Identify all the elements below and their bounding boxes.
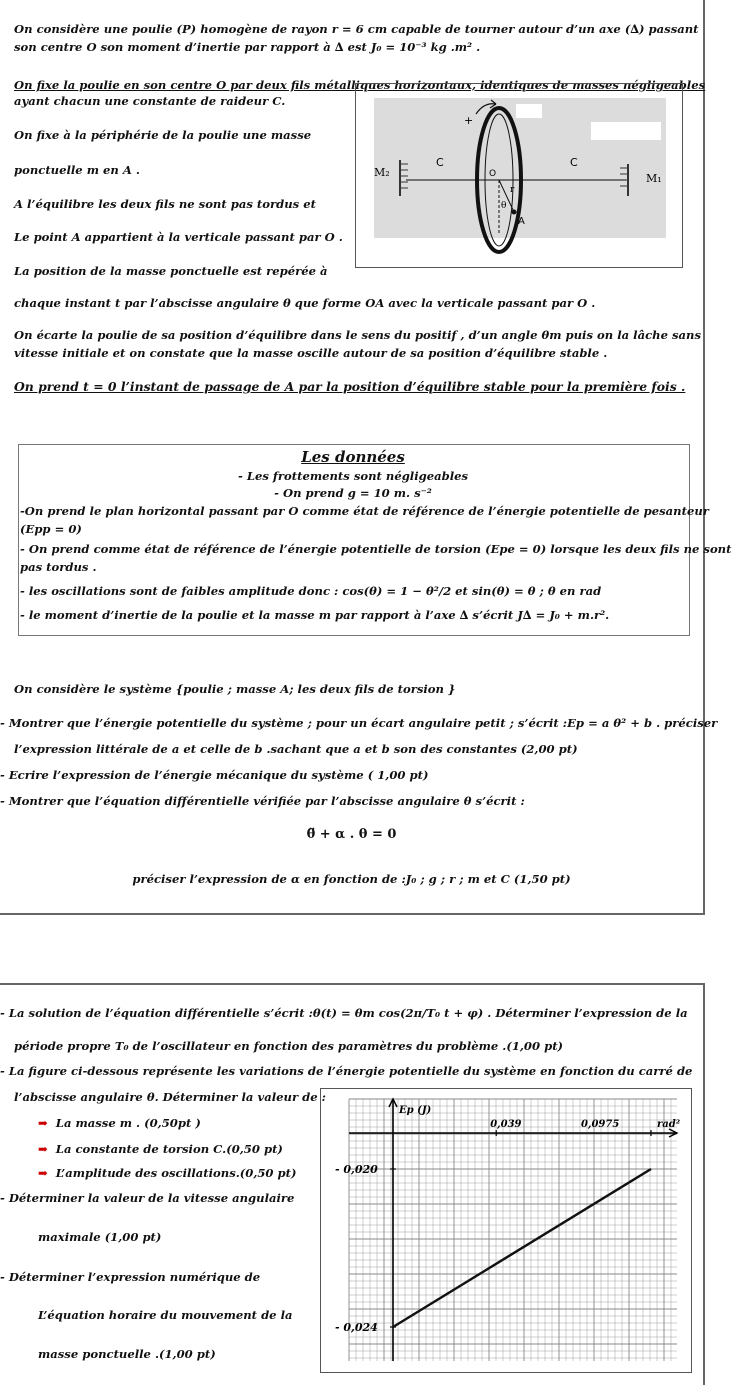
intro-line-2: son centre O son moment d’inertie par rapport à ∆ est J₀ = 10⁻³ kg .m² . [14, 40, 481, 54]
chart-marks [393, 1169, 651, 1327]
donnees-line-4: (Epp = 0) [20, 522, 82, 536]
bullet-torsion-text: La constante de torsion C.(0,50 pt) [55, 1142, 283, 1156]
x-axis-label: rad² [657, 1119, 681, 1130]
donnees-line-5: - On prend comme état de référence de l’énergie potentielle de torsion (Epe = 0) lorsque les deux fils ne sont [20, 542, 732, 556]
bullet-amplitude-text: L’amplitude des oscillations.(0,50 pt) [55, 1166, 297, 1180]
figure-patch-2 [516, 104, 542, 118]
part2-line-1b: période propre T₀ de l’oscillateur en fonction des paramètres du problème .(1,00 pt) [14, 1039, 564, 1053]
red-arrow-icon: ➡ [38, 1142, 48, 1156]
bullet-mass-text: La masse m . (0,50pt ) [55, 1116, 201, 1130]
intro-line-9: La position de la masse ponctuelle est repérée à [14, 264, 328, 278]
bullet-amplitude [38, 1166, 297, 1180]
question-1-detail: l’expression littérale de a et celle de b .sachant que a et b son des constantes (2,00 pt) [14, 742, 578, 756]
x-tick-label-00975: 0,0975 [581, 1119, 620, 1130]
ep-line [393, 1169, 651, 1327]
part2-line-3: - Déterminer la valeur de la vitesse angulaire [0, 1191, 295, 1205]
donnees-line-3: -On prend le plan horizontal passant par O comme état de référence de l’énergie potentielle de pesanteur [20, 504, 709, 518]
mass-point-a [512, 210, 517, 215]
chart-axes [349, 1099, 677, 1361]
intro-line-1: On considère une poulie (P) homogène de rayon r = 6 cm capable de tourner autour d’un axe (∆) passant [14, 22, 699, 36]
pulley-figure [355, 83, 683, 268]
intro-line-4: ayant chacun une constante de raideur C. [14, 94, 286, 108]
label-plus: + [464, 114, 474, 127]
pulley-diagram [356, 84, 682, 267]
question-3-detail: préciser l’expression de α en fonction de :J₀ ; g ; r ; m et C (1,50 pt) [132, 872, 571, 886]
intro-line-3: On fixe la poulie en son centre O par deux fils métalliques horizontaux, identiques de masses négligeables [14, 78, 706, 92]
label-o: O [489, 169, 497, 179]
energy-graph [320, 1088, 692, 1373]
question-2: - Ecrire l’expression de l’énergie mécanique du système ( 1,00 pt) [0, 768, 429, 782]
label-r: r [510, 185, 515, 195]
bullet-mass [38, 1116, 201, 1130]
donnees-line-1: - Les frottements sont négligeables [237, 469, 469, 483]
donnees-line-2: - On prend g = 10 m. s⁻² [274, 486, 432, 500]
part2-line-4: - Déterminer l’expression numérique de [0, 1270, 261, 1284]
y-tick-label-0020: - 0,020 [335, 1163, 378, 1176]
question-3: - Montrer que l’équation différentielle vérifiée par l’abscisse angulaire θ s’écrit : [0, 794, 525, 808]
intro-line-10: chaque instant t par l’abscisse angulaire θ que forme OA avec la verticale passant par O . [14, 296, 596, 310]
donnees-line-8: - le moment d’inertie de la poulie et la masse m par rapport à l’axe ∆ s’écrit J∆ = J₀ + m.r². [20, 608, 610, 622]
label-m2: M₂ [374, 166, 390, 179]
label-a: A [518, 216, 525, 227]
donnees-line-6: pas tordus . [20, 560, 97, 574]
energy-chart-svg [321, 1089, 691, 1372]
intro-line-13: On prend t = 0 l’instant de passage de A par la position d’équilibre stable pour la première fois . [14, 379, 686, 394]
intro-line-7: A l’équilibre les deux fils ne sont pas tordus et [14, 197, 316, 211]
bullet-torsion [38, 1142, 283, 1156]
part2-line-1: - La solution de l’équation différentielle s’écrit :θ(t) = θm cos(2π/T₀ t + φ) . Déterminer l’expression de la [0, 1006, 688, 1020]
y-axis-label: Ep (J) [399, 1105, 432, 1116]
chart-grid [349, 1099, 677, 1361]
label-c-left: C [436, 156, 444, 169]
y-tick-label-0024: - 0,024 [335, 1321, 378, 1334]
figure-patch [591, 122, 661, 140]
donnees-title: Les données [301, 448, 405, 466]
red-arrow-icon: ➡ [38, 1166, 48, 1180]
donnees-line-7: - les oscillations sont de faibles amplitude donc : cos(θ) = 1 − θ²/2 et sin(θ) = θ ; θ en rad [20, 584, 602, 598]
part2-line-4b: L’équation horaire du mouvement de la [38, 1308, 293, 1322]
question-intro: On considère le système {poulie ; masse A; les deux fils de torsion } [14, 682, 456, 696]
part2-line-3b: maximale (1,00 pt) [38, 1230, 162, 1244]
label-c-right: C [570, 156, 578, 169]
differential-equation: θ̈ + α . θ = 0 [306, 827, 397, 842]
intro-line-6: ponctuelle m en A . [14, 163, 140, 177]
label-m1: M₁ [646, 172, 662, 185]
question-1: - Montrer que l’énergie potentielle du système ; pour un écart angulaire petit ; s’écrit :Ep = a θ² + b . préciser [0, 716, 718, 730]
intro-line-12: vitesse initiale et on constate que la masse oscille autour de sa position d’équilibre stable . [14, 346, 608, 360]
x-tick-label-0039: 0,039 [490, 1119, 522, 1130]
part2-line-4c: masse ponctuelle .(1,00 pt) [38, 1347, 216, 1361]
red-arrow-icon: ➡ [38, 1116, 48, 1130]
intro-line-11: On écarte la poulie de sa position d’équilibre dans le sens du positif , d’un angle θm puis on la lâche sans [14, 328, 701, 342]
label-theta: θ [501, 201, 507, 211]
part2-line-2: - La figure ci-dessous représente les variations de l’énergie potentielle du système en fonction du carré de [0, 1064, 693, 1078]
part2-line-2b: l’abscisse angulaire θ. Déterminer la valeur de : [14, 1090, 326, 1104]
intro-line-5: On fixe à la périphérie de la poulie une masse [14, 128, 312, 142]
intro-line-8: Le point A appartient à la verticale passant par O . [14, 230, 343, 244]
